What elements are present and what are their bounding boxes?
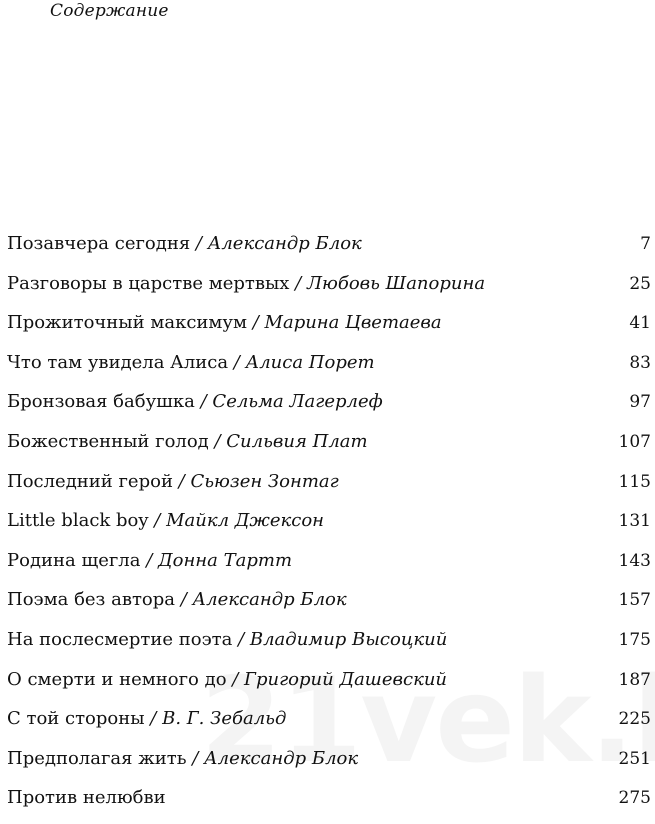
entry-title: На послесмертие поэта <box>7 628 233 650</box>
entry-author: В. Г. Зебальд <box>162 708 287 730</box>
entry-page-number: 225 <box>618 709 651 730</box>
entry-separator: / <box>186 747 205 769</box>
entry-page-number: 83 <box>629 352 651 373</box>
entry-separator: / <box>228 351 246 373</box>
entry-title: Последний герой <box>7 470 173 492</box>
toc-entry[interactable] <box>7 507 651 547</box>
entry-page-number: 7 <box>640 234 651 254</box>
entry-title: С той стороны <box>7 708 145 730</box>
entry-page-number: 107 <box>618 431 651 452</box>
entry-page-number: 41 <box>629 313 651 334</box>
toc-entry[interactable] <box>7 586 651 626</box>
entry-author: Любовь Шапорина <box>306 272 486 294</box>
entry-title: Разговоры в царстве мертвых <box>7 272 290 294</box>
table-of-contents <box>7 230 651 824</box>
toc-entry[interactable] <box>7 666 651 706</box>
toc-entry[interactable] <box>7 547 651 587</box>
entry-separator: / <box>144 708 163 730</box>
entry-author: Сельма Лагерлеф <box>212 391 383 413</box>
toc-entry[interactable] <box>7 270 651 310</box>
entry-separator: / <box>175 589 193 611</box>
toc-entry[interactable] <box>7 388 651 428</box>
toc-entry[interactable] <box>7 230 651 270</box>
entry-separator: / <box>172 470 191 492</box>
entry-title: Предполагая жить <box>7 747 187 769</box>
entry-separator: / <box>232 628 250 650</box>
toc-entry[interactable] <box>7 626 651 666</box>
entry-author: Майкл Джексон <box>166 510 325 532</box>
entry-title: О смерти и немного до <box>7 668 227 690</box>
toc-entry[interactable] <box>7 745 651 785</box>
entry-page-number: 157 <box>618 590 651 611</box>
entry-page-number: 115 <box>618 471 651 492</box>
entry-page-number: 187 <box>618 669 651 690</box>
entry-page-number: 143 <box>618 550 651 571</box>
entry-separator: / <box>247 312 265 334</box>
entry-separator: / <box>140 549 158 571</box>
entry-title: Поэма без автора <box>7 589 176 611</box>
entry-author: Донна Тартт <box>157 549 293 571</box>
entry-separator: / <box>194 391 213 413</box>
entry-title: Little black boy <box>7 510 149 532</box>
entry-author: Сьюзен Зонтаг <box>190 470 339 492</box>
entry-author: Сильвия Плат <box>226 430 368 452</box>
entry-title: Позавчера сегодня <box>7 233 191 254</box>
entry-author: Владимир Высоцкий <box>249 628 448 650</box>
entry-author: Григорий Дашевский <box>244 668 448 690</box>
entry-title: Бронзовая бабушка <box>7 391 195 413</box>
toc-entry[interactable] <box>7 428 651 468</box>
entry-separator: / <box>226 668 245 690</box>
entry-title: Против нелюбви <box>7 787 166 809</box>
entry-page-number: 97 <box>629 392 651 413</box>
toc-entry[interactable] <box>7 309 651 349</box>
entry-author: Алиса Порет <box>245 351 375 373</box>
entry-page-number: 131 <box>618 511 651 532</box>
entry-author: Александр Блок <box>192 589 347 611</box>
entry-title: Божественный голод <box>7 430 209 452</box>
entry-author: Александр Блок <box>204 747 359 769</box>
entry-separator: / <box>190 233 208 254</box>
entry-title: Прожиточный максимум <box>7 312 248 334</box>
entry-title: Что там увидела Алиса <box>7 351 229 373</box>
entry-title: Родина щегла <box>7 549 141 571</box>
toc-entry[interactable] <box>7 705 651 745</box>
entry-page-number: 25 <box>629 273 651 294</box>
entry-page-number: 175 <box>618 629 651 650</box>
toc-entry[interactable] <box>7 468 651 508</box>
entry-page-number: 251 <box>618 748 651 769</box>
entry-page-number: 275 <box>618 788 651 809</box>
entry-author: Александр Блок <box>207 233 362 254</box>
entry-separator: / <box>208 430 227 452</box>
entry-author: Марина Цветаева <box>264 312 442 334</box>
running-head: Содержание <box>50 1 169 21</box>
toc-entry[interactable] <box>7 784 651 824</box>
entry-separator: / <box>148 510 167 532</box>
toc-entry[interactable] <box>7 349 651 389</box>
entry-separator: / <box>289 272 307 294</box>
